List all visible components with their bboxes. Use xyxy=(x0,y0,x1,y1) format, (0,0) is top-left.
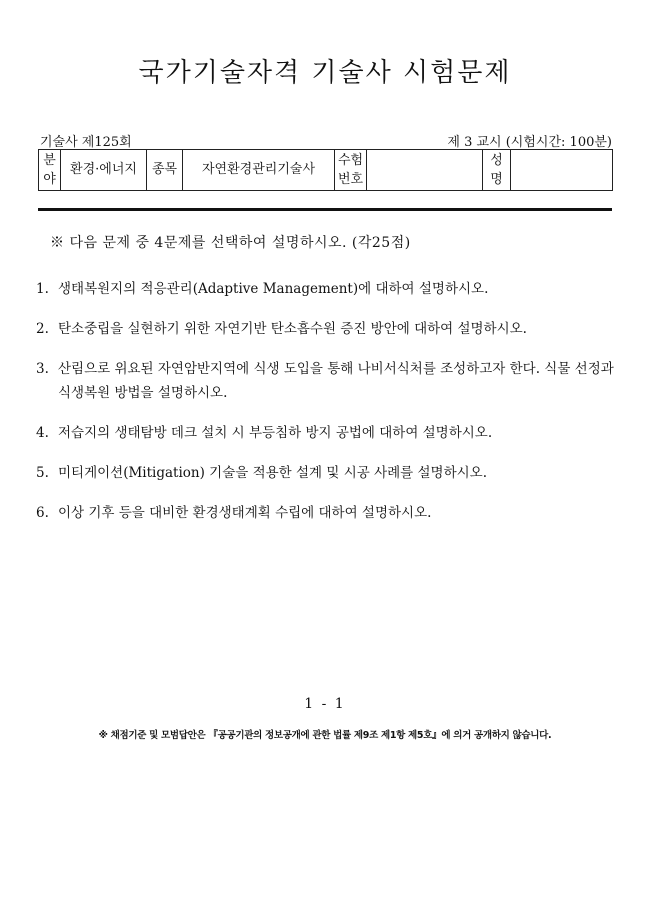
question-number: 1. xyxy=(36,281,49,297)
question-text: 저습지의 생태탐방 데크 설치 시 부등침하 방지 공법에 대하여 설명하시오. xyxy=(58,425,493,441)
category-value-cell: 자연환경관리기술사 xyxy=(183,150,335,191)
question-item xyxy=(36,317,616,341)
question-number: 2. xyxy=(36,321,49,337)
field-label-top: 분 xyxy=(43,153,56,168)
question-item xyxy=(36,461,616,485)
question-item xyxy=(36,501,616,525)
field-label-cell xyxy=(39,150,61,191)
question-text: 탄소중립을 실현하기 위한 자연기반 탄소흡수원 증진 방안에 대하여 설명하시오. xyxy=(58,321,527,337)
name-label-top: 성 xyxy=(490,153,503,168)
question-text: 이상 기후 등을 대비한 환경생태계획 수립에 대하여 설명하시오. xyxy=(58,505,432,521)
question-text: 생태복원지의 적응관리(Adaptive Management)에 대하여 설명하시오. xyxy=(58,281,489,297)
question-text: 산림으로 위요된 자연암반지역에 식생 도입을 통해 나비서식처를 조성하고자 한다. 식물 선정과 식생복원 방법을 설명하시오. xyxy=(58,361,614,401)
exam-number-value-cell xyxy=(367,150,483,191)
category-label-cell: 종목 xyxy=(147,150,183,191)
field-value-cell: 환경·에너지 xyxy=(61,150,147,191)
name-label-cell xyxy=(483,150,511,191)
disclosure-footnote: ※ 채점기준 및 모범답안은 『공공기관의 정보공개에 관한 법률 제9조 제1항 제5호』에 의거 공개하지 않습니다. xyxy=(98,730,552,741)
header-divider xyxy=(38,208,612,211)
question-item xyxy=(36,357,616,405)
exam-number-label-top: 수험 xyxy=(337,153,364,168)
question-list xyxy=(36,277,616,541)
question-item xyxy=(36,277,616,301)
exam-round: 기술사 제125회 xyxy=(40,135,132,150)
exam-meta-row xyxy=(38,131,612,149)
exam-info-table xyxy=(38,149,613,191)
page-number: 1 - 1 xyxy=(304,696,346,712)
session-info: 제 3 교시 (시험시간: 100분) xyxy=(447,135,612,150)
name-label-bottom: 명 xyxy=(490,172,503,187)
name-value-cell xyxy=(511,150,613,191)
field-label-bottom: 야 xyxy=(43,172,56,187)
instruction-text: ※ 다음 문제 중 4문제를 선택하여 설명하시오. (각25점) xyxy=(50,235,411,251)
question-number: 4. xyxy=(36,425,49,441)
question-text: 미티게이션(Mitigation) 기술을 적용한 설계 및 시공 사례를 설명하시오. xyxy=(58,465,487,481)
question-number: 6. xyxy=(36,505,49,521)
question-number: 5. xyxy=(36,465,49,481)
exam-number-label-cell xyxy=(335,150,367,191)
question-item xyxy=(36,421,616,445)
question-number: 3. xyxy=(36,361,49,377)
exam-number-label-bottom: 번호 xyxy=(337,172,364,187)
exam-title: 국가기술자격 기술사 시험문제 xyxy=(138,58,512,88)
